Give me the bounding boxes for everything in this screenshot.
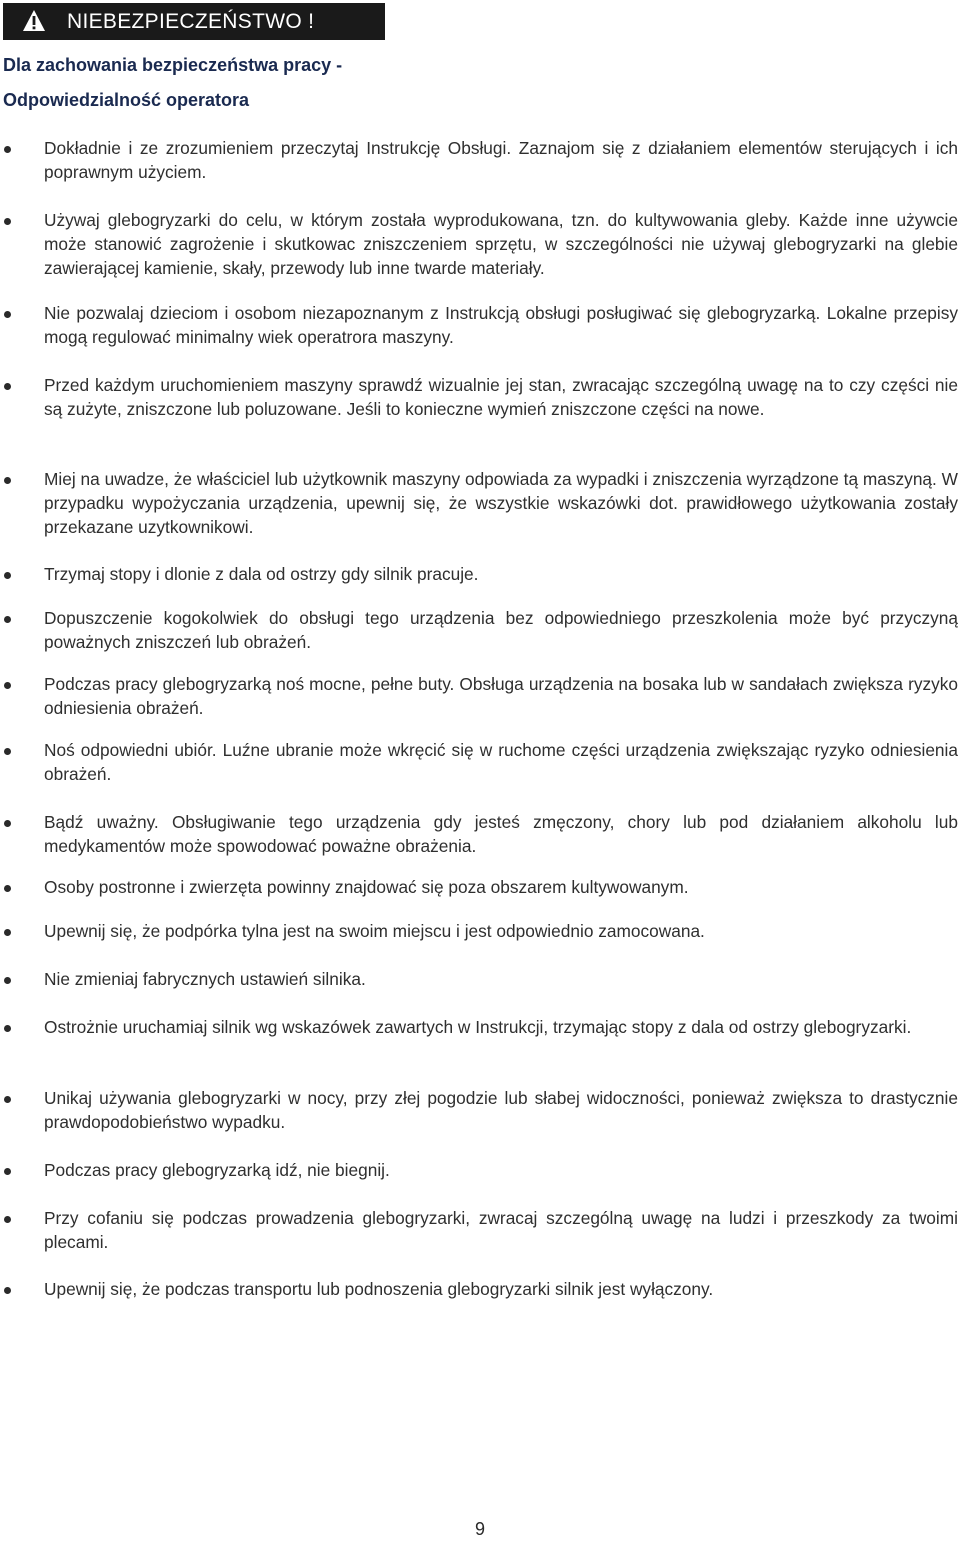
- rule-text: Upewnij się, że podczas transportu lub podnoszenia glebogryzarki silnik jest wyłączony.: [44, 1279, 714, 1299]
- bullet-icon: [4, 572, 11, 579]
- bullet-icon: [4, 820, 11, 827]
- bullet-icon: [4, 1168, 11, 1175]
- bullet-icon: [4, 383, 11, 390]
- rule-text: Bądź uważny. Obsługiwanie tego urządzenia gdy jesteś zmęczony, chory lub pod działaniem alkoholu lub medykamentów może spowodować poważne obrażenia.: [44, 812, 958, 856]
- bullet-icon: [4, 146, 11, 153]
- rule-text: Dopuszczenie kogokolwiek do obsługi tego urządzenia bez odpowiedniego przeszkolenia może być przyczyną poważnych zniszczeń lub obrażeń.: [44, 608, 958, 652]
- rule-text: Nie pozwalaj dzieciom i osobom niezapoznanym z Instrukcją obsługi posługiwać się glebogryzarką. Lokalne przepisy mogą regulować minimalny wiek operatrora maszyny.: [44, 303, 958, 347]
- rule-text: Miej na uwadze, że właściciel lub użytkownik maszyny odpowiada za wypadki i zniszczenia wyrządzone tą maszyną. W przypadku wypożyczania urządzenia, upewnij się, że wszystkie wskazówki dot. prawidłowego użytkowania zostały przekazane uzytkownikowi.: [44, 469, 958, 537]
- bullet-icon: [4, 929, 11, 936]
- section-subheading: Odpowiedzialność operatora: [3, 90, 250, 110]
- rule-text: Podczas pracy glebogryzarką idź, nie biegnij.: [44, 1160, 390, 1180]
- rule-text: Trzymaj stopy i dlonie z dala od ostrzy gdy silnik pracuje.: [44, 564, 479, 584]
- bullet-icon: [4, 682, 11, 689]
- bullet-icon: [4, 748, 11, 755]
- rule-text: Noś odpowiedni ubiór. Luźne ubranie może wkręcić się w ruchome części urządzenia zwiększając ryzyko odniesienia obrażeń.: [44, 740, 958, 784]
- rule-text: Przed każdym uruchomieniem maszyny sprawdź wizualnie jej stan, zwracając szczególną uwagę na to czy części nie są zużyte, zniszczone lub poluzowane. Jeśli to konieczne wymień zniszczone części na nowe.: [44, 375, 958, 419]
- rule-text: Upewnij się, że podpórka tylna jest na swoim miejscu i jest odpowiednio zamocowana.: [44, 921, 705, 941]
- bullet-icon: [4, 1287, 11, 1294]
- rule-text: Nie zmieniaj fabrycznych ustawień silnika.: [44, 969, 366, 989]
- bullet-icon: [4, 218, 11, 225]
- section-heading: Dla zachowania bezpieczeństwa pracy -: [3, 55, 343, 75]
- rule-text: Osoby postronne i zwierzęta powinny znajdować się poza obszarem kultywowanym.: [44, 877, 689, 897]
- rule-text: Unikaj używania glebogryzarki w nocy, przy złej pogodzie lub słabej widoczności, ponieważ zwiększa to drastycznie prawdopodobieństwo wypadku.: [44, 1088, 958, 1132]
- rule-text: Ostrożnie uruchamiaj silnik wg wskazówek zawartych w Instrukcji, trzymając stopy z dala od ostrzy glebogryzarki.: [44, 1017, 912, 1037]
- rule-text: Przy cofaniu się podczas prowadzenia glebogryzarki, zwracaj szczególną uwagę na ludzi i przeszkody za twoimi plecami.: [44, 1208, 958, 1252]
- bullet-icon: [4, 885, 11, 892]
- bullet-icon: [4, 1096, 11, 1103]
- bullet-icon: [4, 1025, 11, 1032]
- bullet-icon: [4, 477, 11, 484]
- bullet-icon: [4, 977, 11, 984]
- page-number: 9: [474, 1519, 485, 1539]
- rule-text: Używaj glebogryzarki do celu, w którym została wyprodukowana, tzn. do kultywowania gleby. Każde inne używcie może stanowić zagrożenie i skutkowac zniszczeniem sprzętu, w szczególności nie używaj glebogryzarki na glebie zawierającej kamienie, skały, przewody lub inne twarde materiały.: [44, 210, 958, 278]
- bullet-icon: [4, 1216, 11, 1223]
- rule-text: Podczas pracy glebogryzarką noś mocne, pełne buty. Obsługa urządzenia na bosaka lub w sandałach zwiększa ryzyko odniesienia obrażeń.: [44, 674, 958, 718]
- bullet-icon: [4, 311, 11, 318]
- warning-title: NIEBEZPIECZEŃSTWO !: [67, 10, 315, 33]
- rule-text: Dokładnie i ze zrozumieniem przeczytaj Instrukcję Obsługi. Zaznajom się z działaniem elementów sterujących i ich poprawnym użyciem.: [44, 138, 958, 182]
- bullet-icon: [4, 616, 11, 623]
